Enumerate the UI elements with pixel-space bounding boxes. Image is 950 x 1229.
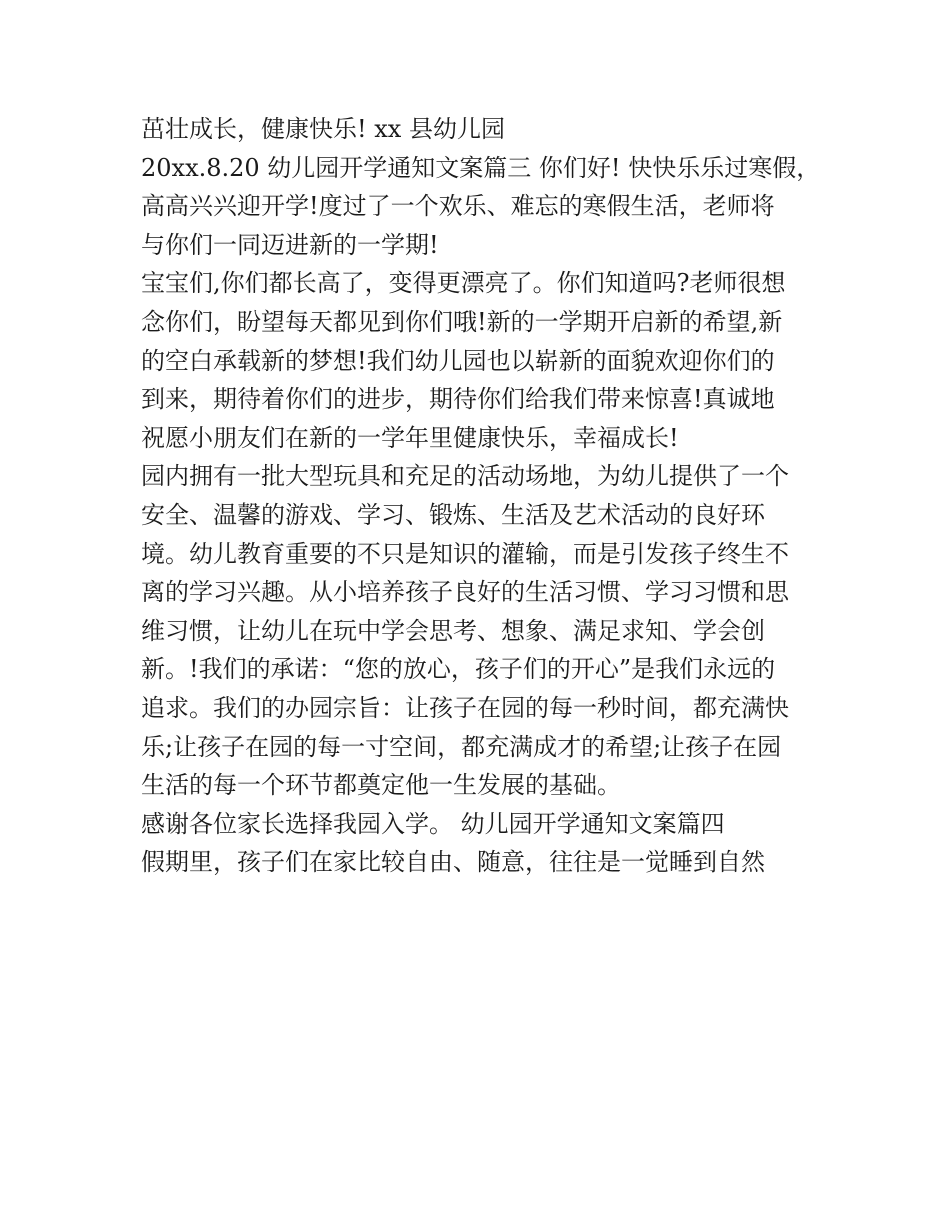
text-line: 假期里，孩子们在家比较自由、随意，往往是一觉睡到自然 <box>141 848 765 877</box>
text-line: 维习惯，让幼儿在玩中学会思考、想象、满足求知、学会创 <box>141 616 765 645</box>
text-line: 高高兴兴迎开学!度过了一个欢乐、难忘的寒假生活，老师将 <box>141 192 775 221</box>
text-line: 的空白承载新的梦想!我们幼儿园也以崭新的面貌欢迎你们的 <box>141 346 775 375</box>
text-line: 念你们，盼望每天都见到你们哦!新的一学期开启新的希望,新 <box>141 307 783 336</box>
text-line: 境。幼儿教育重要的不只是知识的灌输，而是引发孩子终生不 <box>141 539 789 568</box>
text-line: 感谢各位家长选择我园入学。 幼儿园开学通知文案篇四 <box>141 809 725 838</box>
text-line: 乐;让孩子在园的每一寸空间，都充满成才的希望;让孩子在园 <box>141 732 782 761</box>
text-line: 20xx.8.20 幼儿园开学通知文案篇三 你们好! 快快乐乐过寒假， <box>141 153 821 182</box>
text-line: 生活的每一个环节都奠定他一生发展的基础。 <box>141 771 621 800</box>
text-line: 安全、温馨的游戏、学习、锻炼、生活及艺术活动的良好环 <box>141 500 765 529</box>
text-line: 园内拥有一批大型玩具和充足的活动场地，为幼儿提供了一个 <box>141 462 789 491</box>
text-line: 追求。我们的办园宗旨：让孩子在园的每一秒时间，都充满快 <box>141 693 789 722</box>
document-body <box>141 110 821 882</box>
text-line: 祝愿小朋友们在新的一学年里健康快乐，幸福成长! <box>141 423 679 452</box>
text-line: 离的学习兴趣。从小培养孩子良好的生活习惯、学习习惯和思 <box>141 578 789 607</box>
text-line: 与你们一同迈进新的一学期! <box>141 230 439 259</box>
text-line: 茁壮成长，健康快乐! xx 县幼儿园 <box>141 115 505 143</box>
text-line: 宝宝们,你们都长高了，变得更漂亮了。你们知道吗?老师很想 <box>141 269 786 298</box>
text-line: 到来，期待着你们的进步，期待你们给我们带来惊喜!真诚地 <box>141 385 775 414</box>
text-line: 新。!我们的承诺：“您的放心，孩子们的开心”是我们永远的 <box>141 655 776 684</box>
